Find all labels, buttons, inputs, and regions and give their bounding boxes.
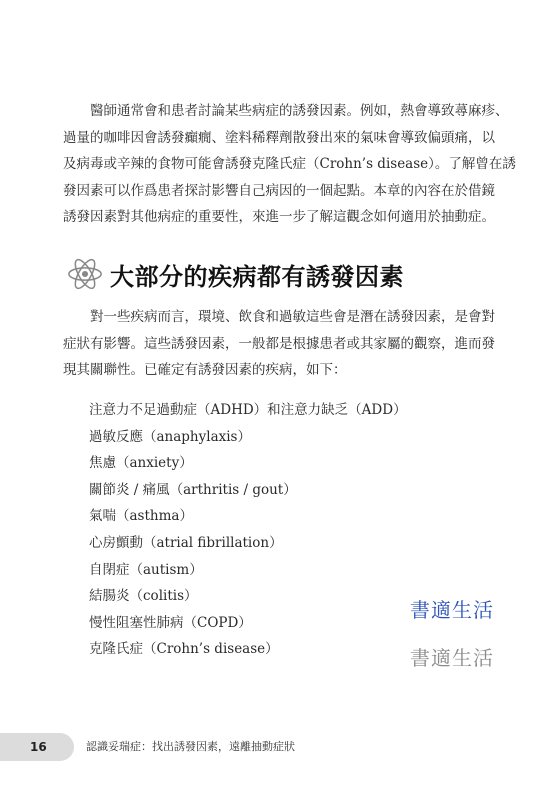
list-item: 慢性阻塞性肺病（COPD） <box>89 614 252 631</box>
list-item: 結腸炎（colitis） <box>89 588 198 605</box>
running-title: 認識妥瑞症：找出誘發因素，遠離抽動症狀 <box>86 740 295 753</box>
disease-list <box>89 397 407 663</box>
list-item: 焦慮（anxiety） <box>89 455 193 472</box>
list-item: 自閉症（autism） <box>89 561 203 578</box>
page-number: 16 <box>30 740 47 754</box>
list-item: 氣喘（asthma） <box>89 508 193 525</box>
intro-line: 及病毒或辛辣的食物可能會誘發克隆氏症（Crohn’s disease）。了解曾在誘 <box>63 156 516 172</box>
list-item: 過敏反應（anaphylaxis） <box>89 428 251 445</box>
list-item: 注意力不足過動症（ADHD）和注意力缺乏（ADD） <box>89 402 407 418</box>
list-item: 關節炎 / 痛風（arthritis / gout） <box>89 481 297 498</box>
intro-line: 過量的咖啡因會誘發癲癇、塗料稀釋劑散發出來的氣味會導致偏頭痛，以 <box>63 129 495 146</box>
intro-paragraph <box>63 98 516 231</box>
section-heading <box>66 254 404 294</box>
page-footer <box>0 733 559 761</box>
body-line: 症狀有影響。這些誘發因素，一般都是根據患者或其家屬的觀察，進而發 <box>63 335 495 352</box>
watermark-gray: 書適生活 <box>410 646 494 670</box>
body-line: 對一些疾病而言，環境、飲食和過敏這些會是潛在誘發因素，是會對 <box>90 309 495 325</box>
body-line: 現其關聯性。已確定有誘發因素的疾病，如下： <box>63 362 347 378</box>
body-paragraph <box>63 304 495 384</box>
list-item: 克隆氏症（Crohn’s disease） <box>89 641 279 658</box>
atom-icon <box>66 255 104 293</box>
list-item: 心房顫動（atrial fibrillation） <box>89 534 283 551</box>
intro-line: 誘發因素對其他病症的重要性，來進一步了解這觀念如何適用於抽動症。 <box>63 209 495 225</box>
section-title: 大部分的疾病都有誘發因素 <box>110 262 404 291</box>
watermark-blue: 書適生活 <box>410 598 494 622</box>
intro-line: 醫師通常會和患者討論某些病症的誘發因素。例如，熱會導致蕁麻疹、 <box>90 103 509 119</box>
intro-line: 發因素可以作爲患者探討影響自己病因的一個起點。本章的內容在於借鏡 <box>63 182 495 199</box>
